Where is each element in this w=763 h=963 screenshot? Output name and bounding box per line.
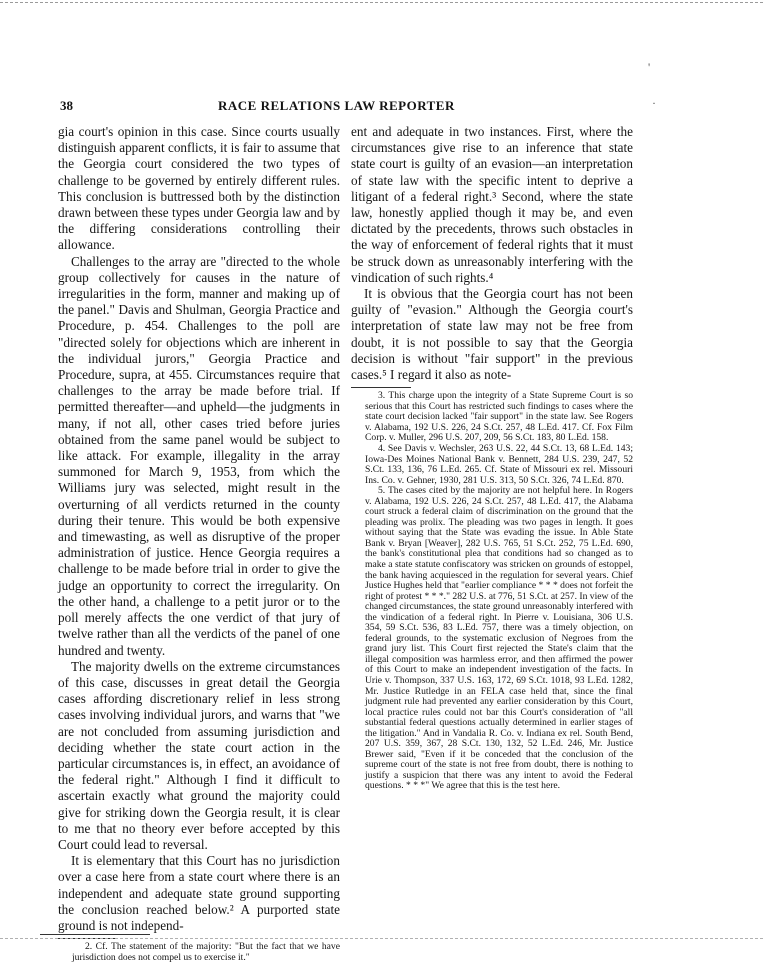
paragraph: ent and adequate in two instances. First, where the circumstances give rise to an inference that state state court is guilty of an evasion—an interpretation of state law with the specific intent to deprive a litigant of a federal right.³ Second, where the state law, honestly applied though it may be, and even dictated by the precedents, throws such obstacles in the way of enforcement of federal rights that it must be struck down as unreasonably interfering with the vindication of such rights.⁴ xyxy=(351,124,633,285)
margin-mark: · xyxy=(652,96,656,110)
page-top-edge xyxy=(0,2,763,3)
footnote: 2. Cf. The statement of the majority: "But the fact that we have jurisdiction does not compel us to exercise it." xyxy=(72,941,340,963)
left-column xyxy=(58,124,340,963)
paragraph: It is obvious that the Georgia court has not been guilty of "evasion." Although the Georgia court's interpretation of state law may not be free from doubt, it is not possible to say that the Georgia decision is without "fair support" in the previous cases.⁵ I regard it also as note- xyxy=(351,286,633,383)
footnote: 4. See Davis v. Wechsler, 263 U.S. 22, 44 S.Ct. 13, 68 L.Ed. 143; Iowa-Des Moines National Bank v. Bennett, 284 U.S. 239, 247, 52 S.Ct. 133, 136, 76 L.Ed. 265. Cf. State of Missouri ex rel. Missouri Ins. Co. v. Gehner, 1930, 281 U.S. 313, 50 S.Ct. 326, 74 L.Ed. 870. xyxy=(365,442,633,486)
footnote: 5. The cases cited by the majority are not helpful here. In Rogers v. Alabama, 192 U.S. 226, 24 S.Ct. 257, 48 L.Ed. 417, the Alabama court struck a federal claim of discrimination on the ground that the pleading was prolix. The pleading was two pages in length. It goes without saying that the State was evading the issue. In Able State Bank v. Bryan [Weaver], 282 U.S. 765, 51 S.Ct. 252, 75 L.Ed. 690, the bank's constitutional plea that conditions had so changed as to make a state statute confiscatory was stricken on grounds of estoppel, the bank having acquiesced in the regulation for several years. Chief Justice Hughes held that "earlier compliance * * * does not forfeit the right of protest * * *." 282 U.S. at 776, 51 S.Ct. at 257. In view of the changed circumstances, the state ground unreasonably interfered with the vindication of a federal right. In Pierre v. Louisiana, 306 U.S. 354, 59 S.Ct. 536, 83 L.Ed. 757, there was a timely objection, on federal grounds, to the systematic exclusion of Negroes from the grand jury list. This Court first rejected the State's claim that the illegal composition was harmless error, and then affirmed the power of this Court to make an independent investigation of the facts. In Urie v. Thompson, 337 U.S. 163, 172, 69 S.Ct. 1018, 93 L.Ed. 1282, Mr. Justice Rutledge in an FELA case held that, since the final judgment rule had prevented any earlier consideration by this Court, local practice rules could not bar this Court's consideration of "all substantial federal questions actually determined in earlier stages of the litigation." And in Vandalia R. Co. v. Indiana ex rel. South Bend, 207 U.S. 359, 367, 28 S.Ct. 130, 132, 52 L.Ed. 246, Mr. Justice Brewer said, "Even if it be conceded that the conclusion of the supreme court of the state is not free from doubt, there is nothing to justify a suspicion that there was any intent to avoid the Federal questions. * * *" We agree that this is the test here. xyxy=(365,485,633,792)
paragraph: It is elementary that this Court has no jurisdiction over a case here from a state court where there is an independent and adequate state ground supporting the conclusion reached below.² A purported state ground is not independ- xyxy=(58,853,340,933)
page-number: 38 xyxy=(60,98,73,113)
page-bottom-edge xyxy=(0,938,763,939)
paragraph: The majority dwells on the extreme circumstances of this case, discusses in great detail the Georgia cases affording discretionary relief in less strong cases involving individual jurors, and warns that "we are not concluded from assuming jurisdiction and deciding whether the state court action in the particular circumstances is, in effect, an avoidance of the federal right." Although I find it difficult to ascertain exactly what ground the majority could give for striking down the Georgia result, it is clear to me that no theory ever before accepted by this Court could lead to reversal. xyxy=(58,658,340,852)
paragraph: gia court's opinion in this case. Since courts usually distinguish apparent conflicts, it is fair to assume that the Georgia court considered the two types of challenge to be governed by entirely different rules. This conclusion is buttressed both by the distinction drawn between these types under Georgia law and by the differing considerations controlling their allowance. xyxy=(58,124,340,253)
footnote: 3. This charge upon the integrity of a State Supreme Court is so serious that this Court has restricted such findings to cases where the state court decision lacked "fair support" in the state law. See Rogers v. Alabama, 192 U.S. 226, 24 S.Ct. 257, 48 L.Ed. 417. Cf. Fox Film Corp. v. Muller, 296 U.S. 207, 209, 56 S.Ct. 183, 80 L.Ed. 158. xyxy=(365,390,633,444)
running-head: RACE RELATIONS LAW REPORTER xyxy=(218,98,455,113)
margin-mark: ' xyxy=(648,60,651,74)
bottom-rule xyxy=(40,934,150,935)
right-column xyxy=(351,124,633,792)
footnote-rule xyxy=(351,387,411,388)
paragraph: Challenges to the array are "directed to the whole group collectively for causes in the nature of irregularities in the form, manner and making up of the panel." Davis and Shulman, Georgia Practice and Procedure, p. 454. Challenges to the poll are "directed solely for objections which are inherent in the individual jurors," Georgia Practice and Procedure, supra, at 455. Circumstances require that challenges to the array be made before trial. If permitted thereafter—and upheld—the judgments in many, if not all, other cases tried before juries obtained from the same panel would be subject to like attack. For example, illegality in the array summoned for March 9, 1953, from which the Williams jury was selected, might result in the overturning of all verdicts returned in the county during their tenure. This would be both expensive and timewasting, as well as disruptive of the proper administration of justice. Hence Georgia requires a challenge to be made before trial in order to give the judge an opportunity to correct the irregularity. On the other hand, a challenge to a petit juror or to the poll merely affects the one verdict of that jury of twelve rather than all the verdicts of the panel of one hundred and twenty. xyxy=(58,253,340,658)
